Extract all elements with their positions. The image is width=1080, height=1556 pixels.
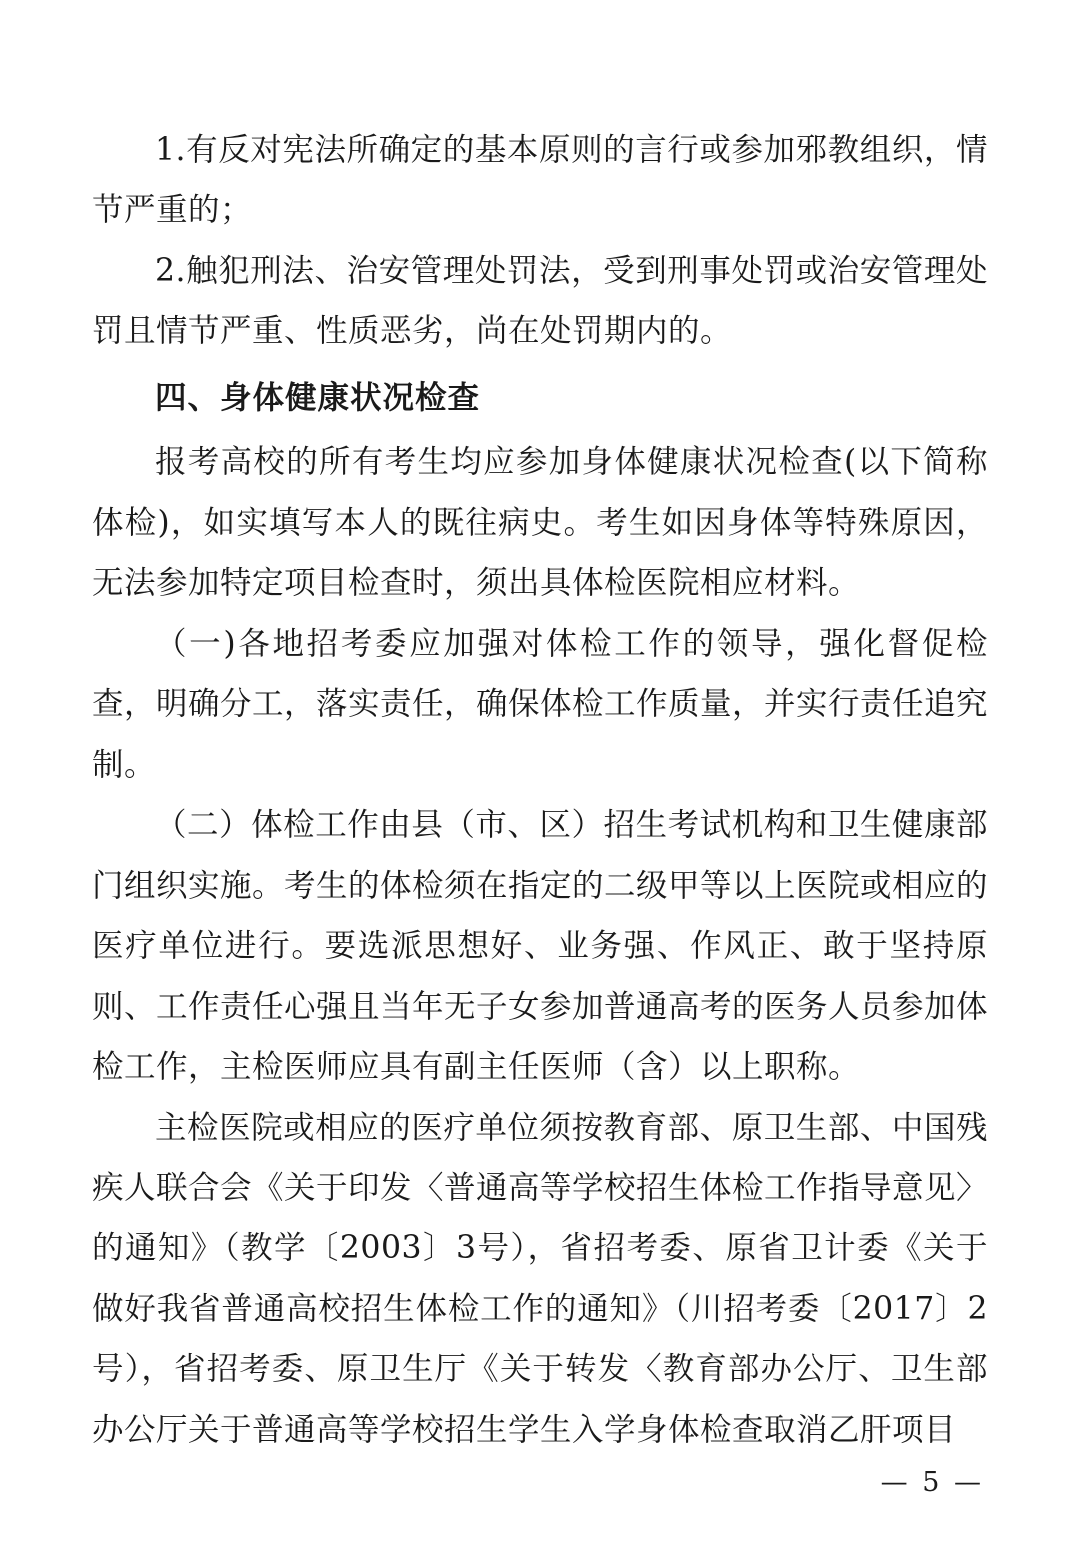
paragraph-one: （一)各地招考委应加强对体检工作的领导，强化督促检查，明确分工，落实责任，确保体检工作质量，并实行责任追究制。 bbox=[92, 625, 989, 783]
list-item-2: 2.触犯刑法、治安管理处罚法，受到刑事处罚或治安管理处罚且情节严重、性质恶劣，尚在处罚期内的。 bbox=[92, 252, 988, 350]
document-body bbox=[92, 120, 988, 1460]
list-item-1: 1.有反对宪法所确定的基本原则的言行或参加邪教组织，情节严重的； bbox=[92, 132, 988, 229]
paragraph-intro: 报考高校的所有考生均应参加身体健康状况检查(以下简称体检)，如实填写本人的既往病史。考生如因身体等特殊原因，无法参加特定项目检查时，须出具体检医院相应材料。 bbox=[92, 444, 988, 602]
paragraph-three: 主检医院或相应的医疗单位须按教育部、原卫生部、中国残疾人联合会《关于印发〈普通高等学校招生体检工作指导意见〉的通知》（教学〔2003〕3号），省招考委、原省卫计委《关于做好我省普通高校招生体检工作的通知》（川招考委〔2017〕2号），省招考委、原卫生厅《关于转发〈教育部办公厅、卫生部办公厅关于普通高等学校招生学生入学身体检查取消乙肝项目 bbox=[92, 1109, 989, 1448]
paragraph-two: （二）体检工作由县（市、区）招生考试机构和卫生健康部门组织实施。考生的体检须在指定的二级甲等以上医院或相应的医疗单位进行。要选派思想好、业务强、作风正、敢于坚持原则、工作责任心强且当年无子女参加普通高考的医务人员参加体检工作，主检医师应具有副主任医师（含）以上职称。 bbox=[92, 807, 989, 1086]
page-number: — 5 — bbox=[880, 1467, 984, 1498]
section-heading: 四、身体健康状况检查 bbox=[155, 378, 481, 416]
